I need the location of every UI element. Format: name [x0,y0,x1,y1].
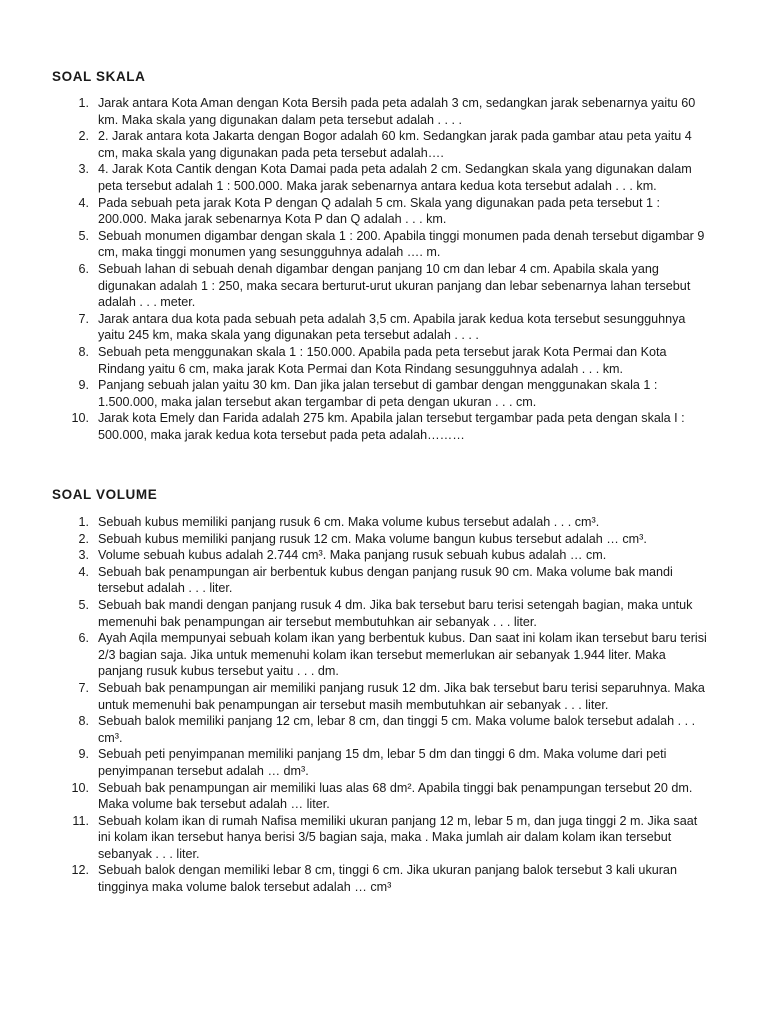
question-number: 4. [78,564,89,579]
question-number: 1. [78,515,89,529]
question-item [0,311,768,344]
question-text: Jarak antara dua kota pada sebuah peta adalah 3,5 cm. Apabila jarak kedua kota tersebut sesungguhnya yaitu 245 km, maka skala yang digunakan peta tersebut adalah . . . . [98,311,686,343]
question-item [0,813,768,863]
question-number: 6. [78,261,89,276]
question-text: Sebuah peta menggunakan skala 1 : 150.000. Apabila pada peta tersebut jarak Kota Permai dan Kota Rindang yaitu 6 cm, maka jarak Kota Permai dan Kota Rindang sesungguhnya adalah . . . km. [98,344,667,376]
question-item [0,128,768,161]
question-item [0,547,768,564]
question-list-skala [0,95,768,443]
question-text: Ayah Aqila mempunyai sebuah kolam ikan yang berbentuk kubus. Dan saat ini kolam ikan tersebut baru terisi 2/3 bagian saja. Jika untuk memenuhi kolam ikan tersebut memerlukan air sebanyak 1.944 liter. Maka panjang rusuk kubus tersebut yaitu . . . dm. [98,631,707,679]
question-item [0,746,768,779]
question-number: 4. [78,195,89,210]
question-number: 12. [71,863,89,878]
question-number: 10. [71,780,89,795]
section-title-soal-volume: SOAL VOLUME [52,487,158,502]
question-text: Pada sebuah peta jarak Kota P dengan Q adalah 5 cm. Skala yang digunakan pada peta tersebut 1 : 200.000. Maka jarak sebenarnya Kota P dan Q adalah . . . km. [98,195,660,227]
question-number: 3. [78,162,89,177]
question-text: Jarak antara Kota Aman dengan Kota Bersih pada peta adalah 3 cm, sedangkan jarak sebenarnya yaitu 60 km. Maka skala yang digunakan dalam peta tersebut adalah . . . . [98,96,696,127]
question-text: Sebuah bak penampungan air memiliki luas alas 68 dm². Apabila tinggi bak penampungan tersebut 20 dm. Maka volume bak tersebut adalah … liter. [98,780,693,812]
question-text: Jarak kota Emely dan Farida adalah 275 km. Apabila jalan tersebut tergambar pada peta dengan skala I : 500.000, maka jarak kedua kota tersebut pada peta adalah……… [98,411,685,442]
question-number: 5. [78,597,89,612]
question-number: 7. [78,680,89,695]
question-number: 11. [72,813,89,828]
question-number: 2. [78,129,89,144]
question-text: Sebuah bak mandi dengan panjang rusuk 4 dm. Jika bak tersebut baru terisi setengah bagian, maka untuk memenuhi bak penampungan air tersebut membutuhkan air sebanyak . . . liter. [98,597,693,629]
question-text: 2. Jarak antara kota Jakarta dengan Bogor adalah 60 km. Sedangkan jarak pada gambar atau peta yaitu 4 cm, maka skala yang digunakan pada peta tersebut adalah…. [98,129,692,160]
question-item [0,514,768,531]
question-item [0,862,768,895]
question-item [0,597,768,630]
question-text: Sebuah kubus memiliki panjang rusuk 12 cm. Maka volume bangun kubus tersebut adalah … cm³. [98,531,647,546]
question-text: Sebuah kolam ikan di rumah Nafisa memiliki ukuran panjang 12 m, lebar 5 m, dan juga tinggi 2 m. Jika saat ini kolam ikan tersebut hanya berisi 3/5 bagian saja, maka . Maka jumlah air dalam kolam ikan tersebut sebanyak . . . liter. [98,813,698,861]
question-number: 2. [78,531,89,546]
question-text: Volume sebuah kubus adalah 2.744 cm³. Maka panjang rusuk sebuah kubus adalah … cm. [98,548,607,563]
question-item [0,680,768,713]
question-text: Sebuah kubus memiliki panjang rusuk 6 cm. Maka volume kubus tersebut adalah . . . cm³. [98,515,600,529]
question-text: 4. Jarak Kota Cantik dengan Kota Damai pada peta adalah 2 cm. Sedangkan skala yang digunakan dalam peta tersebut adalah 1 : 500.000. Maka jarak sebenarnya antara kedua kota tersebut adalah . . . km. [98,162,692,193]
question-item [0,630,768,680]
question-text: Sebuah bak penampungan air memiliki panjang rusuk 12 dm. Jika bak tersebut baru terisi separuhnya. Maka untuk memenuhi bak penampungan air tersebut masih membutuhkan air sebanyak . . . liter. [98,680,705,712]
question-item [0,261,768,311]
question-item [0,531,768,548]
question-text: Panjang sebuah jalan yaitu 30 km. Dan jika jalan tersebut di gambar dengan menggunakan skala 1 : 1.500.000, maka jalan tersebut akan tergambar di peta dengan ukuran . . . cm. [98,378,658,409]
question-text: Sebuah balok dengan memiliki lebar 8 cm, tinggi 6 cm. Jika ukuran panjang balok tersebut 3 kali ukuran tingginya maka volume balok tersebut adalah … cm³ [98,863,677,895]
question-number: 1. [78,96,89,110]
question-item [0,228,768,261]
question-list-volume [0,514,768,896]
question-item [0,410,768,443]
question-number: 6. [78,631,89,646]
question-text: Sebuah peti penyimpanan memiliki panjang 15 dm, lebar 5 dm dan tinggi 6 dm. Maka volume dari peti penyimpanan tersebut adalah … dm³. [98,747,667,778]
question-number: 3. [78,548,89,563]
question-text: Sebuah balok memiliki panjang 12 cm, lebar 8 cm, dan tinggi 5 cm. Maka volume balok tersebut adalah . . . cm³. [98,714,696,745]
section-title-soal-skala: SOAL SKALA [52,69,146,84]
question-item [0,161,768,194]
question-number: 8. [78,714,89,729]
question-number: 9. [78,747,89,762]
question-number: 9. [78,378,89,393]
question-item [0,564,768,597]
question-item [0,713,768,746]
question-item [0,95,768,128]
question-item [0,780,768,813]
question-text: Sebuah bak penampungan air berbentuk kubus dengan panjang rusuk 90 cm. Maka volume bak mandi tersebut adalah . . . liter. [98,564,673,596]
question-item [0,344,768,377]
question-number: 7. [78,311,89,326]
question-number: 5. [78,228,89,243]
question-item [0,377,768,410]
question-number: 10. [71,411,89,426]
question-text: Sebuah lahan di sebuah denah digambar dengan panjang 10 cm dan lebar 4 cm. Apabila skala yang digunakan adalah 1 : 250, maka secara berturut-urut ukuran panjang dan lebar sebenarnya lahan tersebut adalah . . . meter. [98,261,691,310]
question-text: Sebuah monumen digambar dengan skala 1 : 200. Apabila tinggi monumen pada denah tersebut digambar 9 cm, maka tinggi monumen yang sesungguhnya adalah …. m. [98,228,705,260]
question-item [0,195,768,228]
question-number: 8. [78,344,89,359]
